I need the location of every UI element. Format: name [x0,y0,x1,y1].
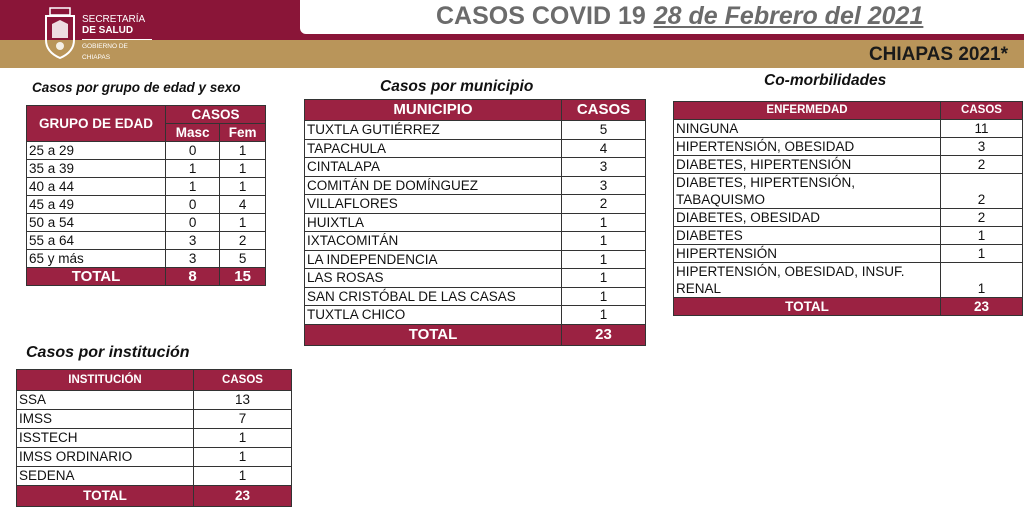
coat-of-arms-icon [40,6,80,60]
table-row [305,139,646,158]
table-row [27,160,266,178]
disease-cell [674,156,941,174]
fem-cell: 1 [220,178,266,196]
disease-line-1: NINGUNA [676,121,739,136]
municipio-name-cell: TUXTLA GUTIÉRREZ [305,121,562,140]
fem-cell: 5 [220,250,266,268]
institution-title: Casos por institución [26,344,190,361]
municipio-name-cell: COMITÁN DE DOMÍNGUEZ [305,176,562,195]
logo-line-2: DE SALUD [82,25,134,36]
municipio-name-cell: TUXTLA CHICO [305,306,562,325]
municipio-name-cell: SAN CRISTÓBAL DE LAS CASAS [305,287,562,306]
disease-cases-cell: 2 [941,156,1023,174]
disease-cell [674,138,941,156]
disease-line-1: DIABETES, HIPERTENSIÓN, [676,175,856,190]
comorbidities-title: Co-morbilidades [764,72,887,89]
municipio-cases-cell: 1 [562,306,646,325]
total-value: 23 [194,486,292,507]
masc-cell: 0 [166,214,220,232]
col-institution-cases: CASOS [194,370,292,391]
age-group-cell: 45 a 49 [27,196,166,214]
institution-name-cell: IMSS ORDINARIO [17,448,194,467]
total-value: 23 [941,298,1023,316]
institution-name-cell: IMSS [17,410,194,429]
disease-line-2: RENAL [676,281,722,296]
disease-line-2: TABAQUISMO [676,192,766,207]
municipio-cases-cell: 1 [562,269,646,288]
fem-cell: 1 [220,214,266,232]
disease-cell [674,263,941,298]
table-row [17,429,292,448]
disease-cases-cell: 2 [941,209,1023,227]
table-row [674,245,1023,263]
col-institution: INSTITUCIÓN [17,370,194,391]
masc-cell: 1 [166,160,220,178]
institution-name-cell: SSA [17,391,194,410]
age-sex-title: Casos por grupo de edad y sexo [32,80,241,95]
table-row [674,156,1023,174]
municipio-cases-cell: 3 [562,176,646,195]
municipio-cases-cell: 3 [562,158,646,177]
health-secretariat-logo [40,6,152,62]
municipio-cases-cell: 1 [562,213,646,232]
disease-cases-cell: 1 [941,263,1023,298]
municipio-name-cell: LA INDEPENDENCIA [305,250,562,269]
table-row [305,176,646,195]
municipio-name-cell: CINTALAPA [305,158,562,177]
table-row [305,121,646,140]
disease-cell [674,174,941,209]
disease-cases-cell: 11 [941,120,1023,138]
total-row [17,486,292,507]
total-value: 23 [562,324,646,345]
table-row [305,306,646,325]
table-row [27,142,266,160]
col-disease: ENFERMEDAD [674,102,941,120]
table-row [27,214,266,232]
col-municipio: MUNICIPIO [305,100,562,121]
table-row [305,250,646,269]
institution-table [16,369,292,507]
age-group-cell: 35 a 39 [27,160,166,178]
disease-cell [674,209,941,227]
table-row [305,158,646,177]
masc-cell: 0 [166,196,220,214]
table-row [305,269,646,288]
page-title [436,2,923,31]
table-row [674,174,1023,209]
age-sex-table [26,105,266,286]
institution-cases-cell: 13 [194,391,292,410]
fem-cell: 4 [220,196,266,214]
table-row [17,448,292,467]
institution-cases-cell: 1 [194,467,292,486]
title-main: CASOS COVID 19 [436,2,646,30]
institution-name-cell: SEDENA [17,467,194,486]
municipio-name-cell: VILLAFLORES [305,195,562,214]
municipio-name-cell: LAS ROSAS [305,269,562,288]
table-row [674,138,1023,156]
logo-text [82,14,152,63]
municipio-cases-cell: 4 [562,139,646,158]
fem-cell: 1 [220,160,266,178]
total-masc: 8 [166,268,220,286]
logo-line-3: GOBIERNO DE CHIAPAS [82,39,152,63]
municipio-cases-cell: 1 [562,232,646,251]
table-row [305,232,646,251]
municipio-name-cell: TAPACHULA [305,139,562,158]
comorbidities-table [673,101,1023,316]
table-row [674,209,1023,227]
municipio-cases-cell: 5 [562,121,646,140]
institution-cases-cell: 7 [194,410,292,429]
col-age-group: GRUPO DE EDAD [27,106,166,142]
institution-cases-cell: 1 [194,448,292,467]
total-label: TOTAL [27,268,166,286]
col-masc: Masc [166,124,220,142]
state-label: CHIAPAS 2021* [868,44,1008,65]
total-row [27,268,266,286]
table-row [27,196,266,214]
table-row [17,391,292,410]
col-disease-cases: CASOS [941,102,1023,120]
table-row [674,263,1023,298]
disease-line-1: DIABETES [676,228,743,243]
municipio-cases-cell: 1 [562,287,646,306]
masc-cell: 3 [166,250,220,268]
table-row [674,120,1023,138]
disease-line-1: HIPERTENSIÓN, OBESIDAD [676,139,855,154]
table-row [305,195,646,214]
masc-cell: 1 [166,178,220,196]
col-cases: CASOS [166,106,266,124]
municipio-cases-cell: 1 [562,250,646,269]
total-label: TOTAL [674,298,941,316]
disease-cases-cell: 1 [941,227,1023,245]
table-row [27,232,266,250]
table-row [305,213,646,232]
disease-line-1: DIABETES, OBESIDAD [676,210,821,225]
masc-cell: 3 [166,232,220,250]
col-municipio-cases: CASOS [562,100,646,121]
disease-line-1: DIABETES, HIPERTENSIÓN [676,157,852,172]
disease-line-1: HIPERTENSIÓN [676,246,778,261]
disease-line-1: HIPERTENSIÓN, OBESIDAD, INSUF. [676,264,905,279]
total-label: TOTAL [305,324,562,345]
institution-name-cell: ISSTECH [17,429,194,448]
fem-cell: 1 [220,142,266,160]
title-date: 28 de Febrero del 2021 [653,2,924,30]
age-group-cell: 40 a 44 [27,178,166,196]
table-row [17,467,292,486]
disease-cases-cell: 2 [941,174,1023,209]
col-fem: Fem [220,124,266,142]
table-row [17,410,292,429]
total-fem: 15 [220,268,266,286]
table-row [27,250,266,268]
table-row [305,287,646,306]
table-row [27,178,266,196]
age-group-cell: 25 a 29 [27,142,166,160]
institution-cases-cell: 1 [194,429,292,448]
total-row [674,298,1023,316]
total-row [305,324,646,345]
fem-cell: 2 [220,232,266,250]
masc-cell: 0 [166,142,220,160]
disease-cell [674,120,941,138]
age-group-cell: 50 a 54 [27,214,166,232]
total-label: TOTAL [17,486,194,507]
municipio-cases-cell: 2 [562,195,646,214]
disease-cell [674,227,941,245]
disease-cases-cell: 1 [941,245,1023,263]
municipio-name-cell: IXTACOMITÁN [305,232,562,251]
table-row [674,227,1023,245]
municipio-table [304,99,646,346]
age-group-cell: 55 a 64 [27,232,166,250]
logo-line-1: SECRETARÍA [82,14,146,25]
disease-cell [674,245,941,263]
age-group-cell: 65 y más [27,250,166,268]
disease-cases-cell: 3 [941,138,1023,156]
municipio-title: Casos por municipio [380,78,534,95]
municipio-name-cell: HUIXTLA [305,213,562,232]
